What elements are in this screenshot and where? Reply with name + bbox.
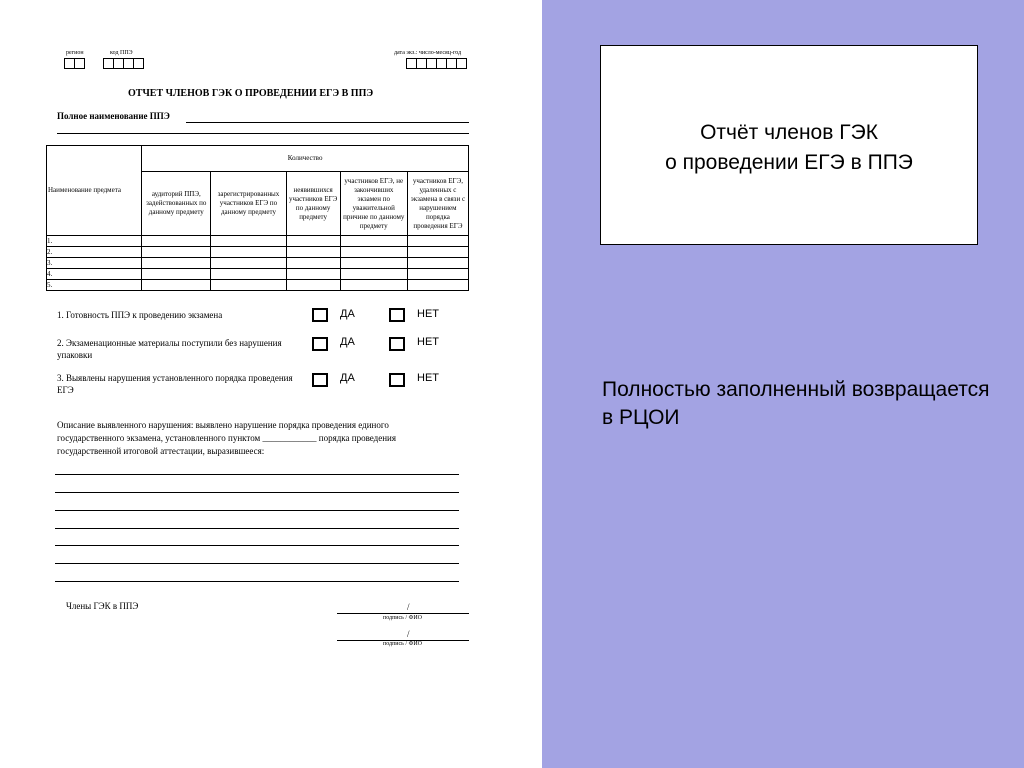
slide-title-line2: о проведении ЕГЭ в ППЭ bbox=[665, 151, 913, 174]
row-number: 1. bbox=[47, 236, 142, 247]
question-text: 2. Экзаменационные материалы поступили без нарушения упаковки bbox=[57, 338, 282, 360]
region-label: регион bbox=[66, 50, 84, 56]
signature-caption: подпись / ФИО bbox=[383, 615, 422, 621]
slide-note: Полностью заполненный возвращается в РЦОИ bbox=[602, 378, 990, 429]
members-label: Члены ГЭК в ППЭ bbox=[66, 601, 139, 611]
writing-line bbox=[55, 510, 459, 511]
table-row bbox=[47, 247, 469, 258]
slide-title-box bbox=[600, 45, 978, 245]
ppe-code-cells bbox=[103, 58, 143, 69]
no-checkbox[interactable] bbox=[389, 337, 405, 351]
yes-label: ДА bbox=[340, 336, 355, 348]
region-cells bbox=[64, 58, 84, 69]
writing-line bbox=[55, 563, 459, 564]
row-number: 2. bbox=[47, 247, 142, 258]
column-header: неявившихся участников ЕГЭ по данному предмету bbox=[286, 172, 340, 236]
full-name-line bbox=[186, 122, 469, 123]
writing-line bbox=[55, 581, 459, 582]
yes-label: ДА bbox=[340, 308, 355, 320]
signature-caption: подпись / ФИО bbox=[383, 641, 422, 647]
column-header: участников ЕГЭ, удаленных с экзамена в связи с нарушением порядка проведения ЕГЭ bbox=[407, 172, 468, 236]
row-number: 4. bbox=[47, 269, 142, 280]
column-header: зарегистрированных участников ЕГЭ по данному предмету bbox=[211, 172, 286, 236]
no-checkbox[interactable] bbox=[389, 308, 405, 322]
yes-checkbox[interactable] bbox=[312, 373, 328, 387]
no-label: НЕТ bbox=[417, 372, 439, 384]
slide-title-line1: Отчёт членов ГЭК bbox=[700, 121, 878, 144]
table-row bbox=[47, 280, 469, 291]
no-label: НЕТ bbox=[417, 336, 439, 348]
violation-description: Описание выявленного нарушения: выявлено нарушение порядка проведения единого государственного экзамена, установленного пунктом ____________ порядка проведения государственной итоговой аттестации, выразившееся: bbox=[57, 420, 397, 456]
column-header: участников ЕГЭ, не закончивших экзамен по уважительной причине по данному предмету bbox=[340, 172, 407, 236]
signature-slash: / bbox=[407, 629, 410, 639]
table-row bbox=[47, 236, 469, 247]
table-row bbox=[47, 258, 469, 269]
writing-line bbox=[55, 492, 459, 493]
writing-line bbox=[55, 528, 459, 529]
row-number: 3. bbox=[47, 258, 142, 269]
ppe-code-label: код ППЭ bbox=[110, 50, 133, 56]
exam-date-cells bbox=[406, 58, 466, 69]
form-title: ОТЧЕТ ЧЛЕНОВ ГЭК О ПРОВЕДЕНИИ ЕГЭ В ППЭ bbox=[128, 88, 374, 99]
signature-slash: / bbox=[407, 602, 410, 612]
yes-label: ДА bbox=[340, 372, 355, 384]
writing-line bbox=[55, 545, 459, 546]
yes-checkbox[interactable] bbox=[312, 337, 328, 351]
subject-header: Наименование предмета bbox=[47, 146, 142, 236]
table-row bbox=[47, 269, 469, 280]
row-number: 5. bbox=[47, 280, 142, 291]
question-text: 1. Готовность ППЭ к проведению экзамена bbox=[57, 310, 223, 320]
no-checkbox[interactable] bbox=[389, 373, 405, 387]
column-header: аудиторий ППЭ, задействованных по данному предмету bbox=[142, 172, 211, 236]
quantity-header: Количество bbox=[142, 146, 469, 172]
full-name-label: Полное наименование ППЭ bbox=[57, 111, 170, 121]
yes-checkbox[interactable] bbox=[312, 308, 328, 322]
quantity-table bbox=[46, 145, 469, 291]
writing-line bbox=[55, 474, 459, 475]
no-label: НЕТ bbox=[417, 308, 439, 320]
full-name-line-2 bbox=[57, 133, 469, 134]
exam-date-label: дата экз.: число-месяц-год bbox=[394, 50, 462, 56]
question-text: 3. Выявлены нарушения установленного порядка проведения ЕГЭ bbox=[57, 373, 293, 395]
signature-line bbox=[337, 613, 469, 614]
